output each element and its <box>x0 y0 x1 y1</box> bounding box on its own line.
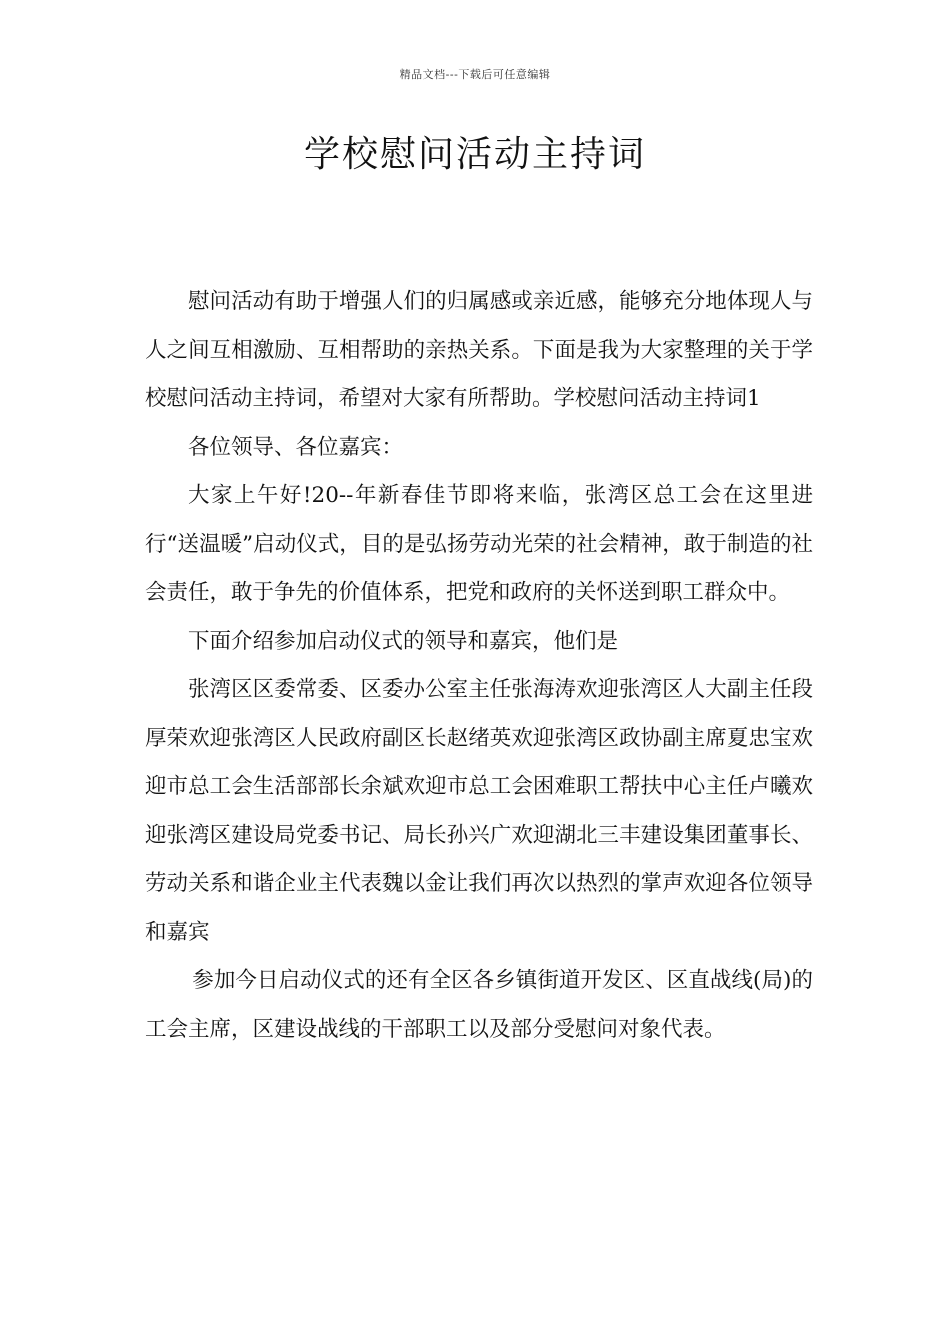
header-note: 精品文档---下载后可任意编辑 <box>399 68 551 81</box>
paragraph-intro: 慰问活动有助于增强人们的归属感或亲近感，能够充分地体现人与人之间互相激励、互相帮助的亲热关系。下面是我为大家整理的关于学校慰问活动主持词，希望对大家有所帮助。学校慰问活动主持词1 <box>145 289 813 411</box>
paragraph-introduction-lead: 下面介绍参加启动仪式的领导和嘉宾，他们是 <box>188 628 619 654</box>
paragraph-guest-list: 张湾区区委常委、区委办公室主任张海涛欢迎张湾区人大副主任段厚荣欢迎张湾区人民政府副区长赵绪英欢迎张湾区政协副主席夏忠宝欢迎市总工会生活部部长余斌欢迎市总工会困难职工帮扶中心主任卢曦欢迎张湾区建设局党委书记、局长孙兴广欢迎湖北三丰建设集团董事长、劳动关系和谐企业主代表魏以金让我们再次以热烈的掌声欢迎各位领导和嘉宾 <box>145 677 813 945</box>
document-body <box>145 278 813 1054</box>
paragraph-greeting: 大家上午好!20--年新春佳节即将来临，张湾区总工会在这里进行“送温暖”启动仪式，目的是弘扬劳动光荣的社会精神，敢于制造的社会责任，敢于争先的价值体系，把党和政府的关怀送到职工群众中。 <box>145 483 813 605</box>
paragraph-salutation: 各位领导、各位嘉宾： <box>188 434 404 460</box>
paragraph-attendees: 参加今日启动仪式的还有全区各乡镇街道开发区、区直战线(局)的工会主席，区建设战线的干部职工以及部分受慰问对象代表。 <box>145 968 813 1042</box>
document-title: 学校慰问活动主持词 <box>303 134 646 175</box>
